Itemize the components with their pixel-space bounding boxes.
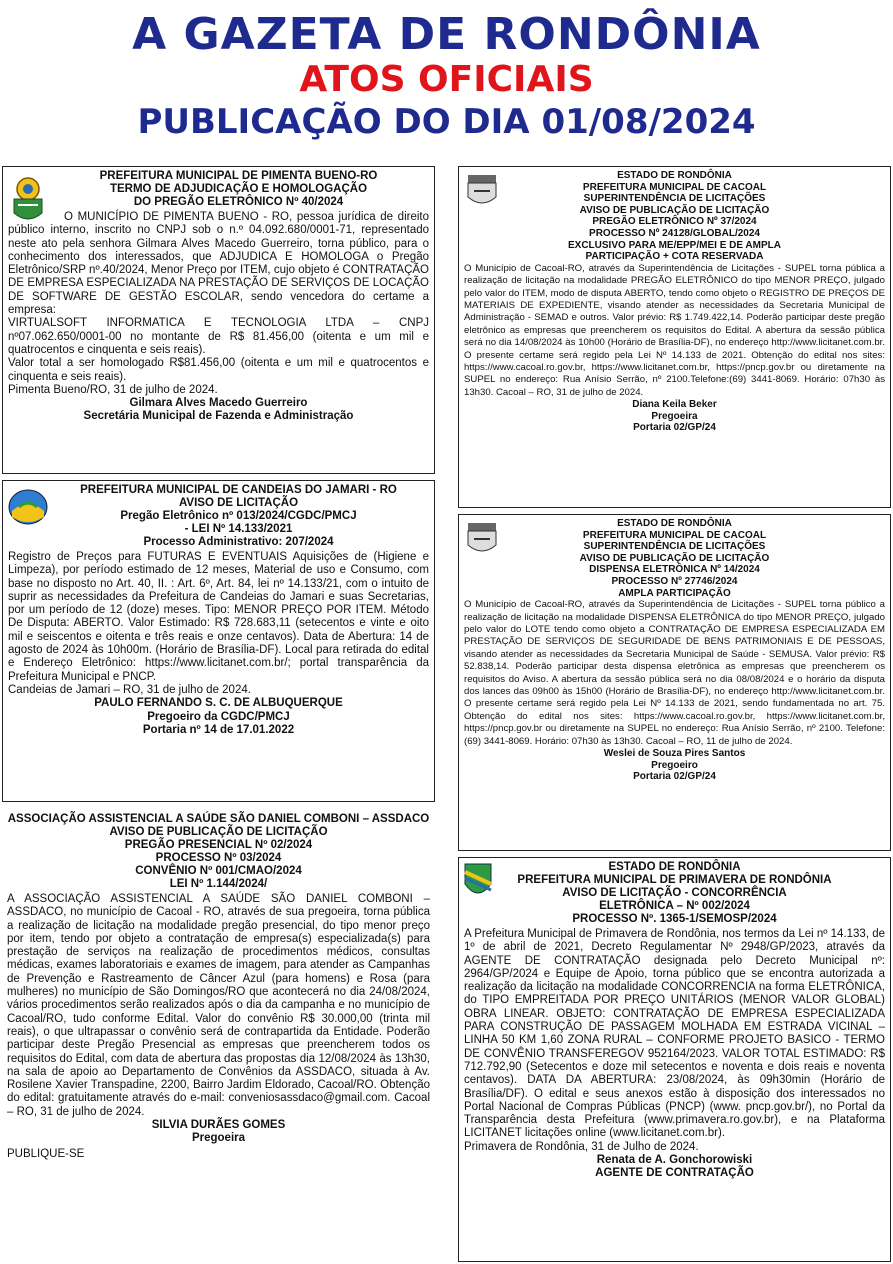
notice-header: PREFEITURA MUNICIPAL DE CANDEIAS DO JAMARI - RO AVISO DE LICITAÇÃO Pregão Eletrônico nº 013/2024/CGDC/PMCJ - LEI Nº 14.133/2021 Processo Administrativo: 207/2024 xyxy=(80,484,397,548)
notice-header: PREFEITURA MUNICIPAL DE PIMENTA BUENO-RO TERMO DE ADJUDICAÇÃO E HOMOLOGAÇÃO DO PREGÃO ELETRÔNICO Nº 40/2024 xyxy=(99,170,378,208)
pimenta-bueno-crest-icon xyxy=(9,175,47,225)
notice-signature: Gilmara Alves Macedo Guerreiro Secretária Municipal de Fazenda e Administração xyxy=(83,397,354,423)
notice-signature: SILVIA DURÃES GOMES Pregoeira xyxy=(151,1119,286,1145)
cacoal-crest-icon xyxy=(465,173,499,209)
primavera-crest-icon xyxy=(463,862,493,902)
notice-signature: Diana Keila Beker Pregoeira Portaria 02/GP/24 xyxy=(632,399,717,434)
notice-body: Registro de Preços para FUTURAS E EVENTUAIS Aquisições de (Higiene e Limpeza), por período estimado de 12 meses, Material de uso e Consumo, com base no disposto no Art. 40, II. : Art. 6º, Art. 84, lei nº 14.133/21, com o intuito de suprir as necessidades da Prefeitura de Candeias do Jamari e suas Secretarias, por um período de 12 (doze) meses. Tipo: MENOR PREÇO POR ITEM. Método De Disputa: ABERTO. Valor Estimado: R$ 728.683,11 (setecentos e vinte e oito mil e seiscentos e oitenta e três reais e onze centavos). Data de Abertura: 14 de agosto de 2024 às 10h00m. (Horário de Brasília-DF). Local para retirada do edital e Endereço Eletrônico: https://www.licitanet.com.br/; portal transparência da Prefeitura Municipal e PNCP. Candeias de Jamari – RO, 31 de julho de 2024. xyxy=(8,551,429,696)
section-title: ATOS OFICIAIS xyxy=(299,59,594,100)
notice-header: ESTADO DE RONDÔNIA PREFEITURA MUNICIPAL DE CACOAL SUPERINTENDÊNCIA DE LICITAÇÕES AVISO DE PUBLICAÇÃO DE LICITAÇÃO PREGÃO ELETRÔNICO Nº 37/2024 PROCESSO Nº 24128/GLOBAL/2024 EXCLUSIVO PARA ME/EPP/MEI E DE AMPLA PARTICIPAÇÃO + COTA RESERVADA xyxy=(568,170,781,263)
notice-cacoal-pregao xyxy=(458,166,891,508)
masthead xyxy=(0,0,893,144)
publication-date: PUBLICAÇÃO DO DIA 01/08/2024 xyxy=(137,102,756,142)
notice-header: ESTADO DE RONDÔNIA PREFEITURA MUNICIPAL DE CACOAL SUPERINTENDÊNCIA DE LICITAÇÕES AVISO DE PUBLICAÇÃO DE LICITAÇÃO DISPENSA ELETRÔNICA Nº 14/2024 PROCESSO Nº 27746/2024 AMPLA PARTICIPAÇÃO xyxy=(579,518,770,599)
notice-signature: PAULO FERNANDO S. C. DE ALBUQUERQUE Pregoeiro da CGDC/PMCJ Portaria nº 14 de 17.01.2022 xyxy=(94,697,343,736)
notice-header: ESTADO DE RONDÔNIA PREFEITURA MUNICIPAL DE PRIMAVERA DE RONDÔNIA AVISO DE LICITAÇÃO - CONCORRÊNCIA ELETRÔNICA – Nº 002/2024 PROCESSO Nº. 1365-1/SEMOSP/2024 xyxy=(517,861,832,925)
notice-candeias-do-jamari xyxy=(2,480,435,802)
cacoal-crest-icon xyxy=(465,521,499,557)
notice-signature: Weslei de Souza Pires Santos Pregoeiro Portaria 02/GP/24 xyxy=(603,748,746,783)
notice-pimenta-bueno xyxy=(2,166,435,474)
notice-header: ASSOCIAÇÃO ASSISTENCIAL A SAÚDE SÃO DANIEL COMBONI – ASSDACO AVISO DE PUBLICAÇÃO DE LICITAÇÃO PREGÃO PRESENCIAL Nº 02/2024 PROCESSO Nº 03/2024 CONVÊNIO Nº 001/CMAO/2024 LEI Nº 1.144/2024/ xyxy=(7,813,430,890)
notice-assdaco xyxy=(2,810,435,1262)
candeias-crest-icon xyxy=(7,487,49,527)
newspaper-title: A GAZETA DE RONDÔNIA xyxy=(132,9,761,60)
notice-cacoal-dispensa xyxy=(458,514,891,851)
notice-signature: Renata de A. Gonchorowiski AGENTE DE CONTRATAÇÃO xyxy=(595,1154,754,1180)
notice-body: A ASSOCIAÇÃO ASSISTENCIAL A SAÚDE SÃO DANIEL COMBONI – ASSDACO, no município de Cacoal - RO, através de sua pregoeira, torna pública a realização de licitação na modalidade pregão presencial, do tipo menor preço por item, tendo por objeto a contratação de empresa(s) especializada(s) para prestação de serviços na realização de procedimentos médicos, consultas médicas, exames laboratoriais e exames de imagem, para atender as Campanhas de Prevenção e Rastreamento de Câncer Azul (para homens) e Rosa (para mulheres) no município de São Domingos/RO que acontecerá no dia 24/08/2024, vários procedimentos serão realizados após o dia da campanha e no município de Cacoal/RO, tudo conforme Edital. Valor do convênio R$ 30.000,00 (trinta mil reais), o que ultrapassar o convênio será de contrapartida da Entidade. Poderão participar deste Pregão Presencial as empresas que preencherem todos os requisitos do Edital, com data de abertura das propostas dia 12/08/2024 às 13h30, na sala de apoio ao Departamento de Convênios da ASSDACO, situada à Av. Rosilene Xavier Transpadine, 2200, Bairro Jardim Eldorado, Cacoal/RO. Obtenção do edital: gratuitamente através do e-mail: conveniosassdaco@gmail.com. Cacoal – RO, 31 de julho de 2024. xyxy=(7,893,430,1118)
notice-footer: PUBLIQUE-SE xyxy=(7,1147,85,1160)
notice-body: O Município de Cacoal-RO, através da Superintendência de Licitações - SUPEL torna pública a realização de licitação na modalidade PREGÃO ELETRÔNICO do tipo MENOR PREÇO, julgado pelo valor do ITEM, modo de disputa ABERTO, tendo como objeto o REGISTRO DE PREÇOS DE MATERIAIS DE EXPEDIENTE, visando atender as necessidades da Secretaria Municipal de Administração - SEMAD e outros. Valor prévio: R$ 1.749.422,14. Poderão participar deste pregão eletrônico as empresas que preencherem os requisitos do Edital. A abertura da sessão pública será no dia 14/08/2024 às 10h00 (Horário de Brasília-DF), no endereço http://www.licitanet.com.br. O presente certame será regido pela Lei Nº 14.133 de 2021. Obtenção do edital nos sites: https://www.cacoal.ro.gov.br, https://www.licitanet.com.br, https://pncp.gov.br ou diretamente na SUPEL no endereço: Rua Anísio Serrão, nº 2100.Telefone:(69) 3441-8069. Horário: 07h30 às 13h30. Cacoal – RO, 31 de julho de 2024. xyxy=(464,262,885,398)
notice-body: O MUNICÍPIO DE PIMENTA BUENO - RO, pessoa jurídica de direito público interno, inscrito no CNPJ sob o n.º 04.092.680/0001-71, representado neste ato pela senhora Gilmara Alves Macedo Guerreiro, torna público, para o conhecimento dos interessados, que ADJUDICA E HOMOLOGA o Pregão Eletrônico/SRP nº.40/2024, Menor Preço por ITEM, cujo objeto é CONTRATAÇÃO DE EMPRESA ESPECIALIZADA NA PRESTAÇÃO DE SERVIÇOS DE LOCAÇÃO DE SOFTWARE DE GESTÃO ESCOLAR, sendo vencedora do certame a empresa: VIRTUALSOFT INFORMATICA E TECNOLOGIA LTDA – CNPJ nº07.062.650/0001-00 no montante de R$ 81.456,00 (oitenta e um mil e quatrocentos e cinquenta e seis reais). Valor total a ser homologado R$81.456,00 (oitenta e um mil e quatrocentos e cinquenta e seis reais). Pimenta Bueno/RO, 31 de julho de 2024. xyxy=(8,211,429,396)
notice-body: A Prefeitura Municipal de Primavera de Rondônia, nos termos da Lei nº 14.133, de 1º de abril de 2021, Decreto Regulamentar Nº 2948/GP/2023, através da AGENTE DE CONTRATAÇÃO designada pelo Decreto Municipal nº: 2964/GP/2024 e Equipe de Apoio, torna público que se encontra autorizada a realização da licitação na modalidade CONCORRENCIA na forma ELETRÔNICA, do TIPO EMPREITADA POR PREÇO UNITÁRIOS (MENOR VALOR GLOBAL) OBRA LINEAR. OBJETO: CONTRATAÇÃO DE EMPRESA ESPECIALIZADA PARA CONSTRUÇÃO DE PASSAGEM MOLHADA EM ESTRADA VICINAL – LINHA 50 KM 1,60 ZONA RURAL – CONFORME PROJETO BASICO - TERMO DE CONVÊNIO TRANSFEREGOV 952164/2023. VALOR TOTAL ESTIMADO: R$ 712.792,90 (Setecentos e doze mil setecentos e noventa e dois reais e noventa centavos). DATA DA ABERTURA: 23/08/2024, às 09h30min (Horário de Brasília/DF). O edital e seus anexos estão à disposição dos interessados no Portal Nacional de Compras Públicas (PNCP) (www. pncp.gov.br/), no Portal da Transparência desta Prefeitura (www.primavera.ro.gov.br), e na Plataforma LICITANET licitações online (www.licitanet.com.br). Primavera de Rondônia, 31 de Julho de 2024. xyxy=(464,928,886,1153)
notice-body: O Município de Cacoal-RO, através da Superintendência de Licitações - SUPEL torna público a realização de licitação na modalidade DISPENSA ELETRÔNICA do tipo MENOR PREÇO, julgado pelo valor do LOTE tendo como objeto a CONTRATAÇÃO DE EMPRESA ESPECIALIZADA EM PRESTAÇÃO DE SERVIÇOS DE SEGURIDADE DE BENS PATRIMONIAIS E DE PESSOAS, visando atender as necessidades da Secretaria Municipal de Saúde - SEMUSA. Valor prévio: R$ 52.838,14. Poderão participar desta dispensa eletrônica as empresas que preencherem os requisitos do Aviso. A abertura da sessão pública será no dia 08/08/2024 e o horário da disputa dos lances das 09h00 às 15h00 (Horário de Brasília-DF), no endereço http://www.licitanet.com.br. O presente certame será regido pela Lei Nº 14.133 de 2021, sendo fundamentada no art. 75. Obtenção do edital nos sites: https://www.cacoal.ro.gov.br, https://www.licitanet.com.br, https://pncp.gov.br ou diretamente na SUPEL no endereço: Rua Anísio Serrão, nº 2100. Telefone: (69) 3441-8069. Horário: 07h30 às 13h30. Cacoal – RO, 11 de julho de 2024. xyxy=(464,599,885,747)
notice-primavera xyxy=(458,857,891,1262)
